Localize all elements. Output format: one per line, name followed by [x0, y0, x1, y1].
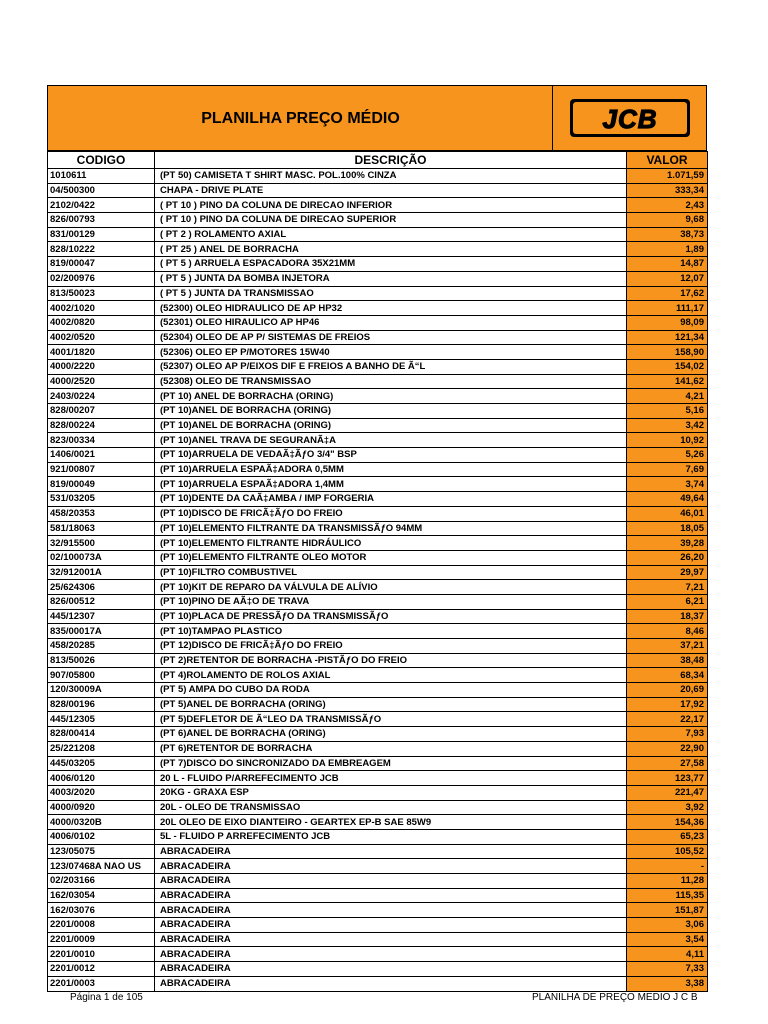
cell-codigo: 2201/0008: [48, 918, 155, 933]
cell-codigo: 2201/0012: [48, 962, 155, 977]
table-row: [48, 492, 708, 507]
cell-valor: 151,87: [627, 903, 708, 918]
cell-descricao: (PT 7)DISCO DO SINCRONIZADO DA EMBREAGEM: [155, 756, 627, 771]
cell-descricao: (PT 10)FILTRO COMBUSTIVEL: [155, 565, 627, 580]
cell-valor: 3,42: [627, 418, 708, 433]
cell-codigo: 04/500300: [48, 183, 155, 198]
cell-descricao: (PT 10)ELEMENTO FILTRANTE OLEO MOTOR: [155, 550, 627, 565]
table-row: [48, 286, 708, 301]
table-row: [48, 653, 708, 668]
cell-valor: 46,01: [627, 506, 708, 521]
cell-codigo: 2403/0224: [48, 389, 155, 404]
cell-valor: 22,17: [627, 712, 708, 727]
cell-descricao: (52306) OLEO EP P/MOTORES 15W40: [155, 345, 627, 360]
table-row: [48, 213, 708, 228]
cell-valor: 123,77: [627, 771, 708, 786]
table-row: [48, 918, 708, 933]
cell-codigo: 4001/1820: [48, 345, 155, 360]
cell-descricao: (PT 10)DISCO DE FRICÃ‡ÃƒO DO FREIO: [155, 506, 627, 521]
cell-codigo: 828/00414: [48, 727, 155, 742]
cell-valor: 3,74: [627, 477, 708, 492]
cell-descricao: (52301) OLEO HIRAULICO AP HP46: [155, 315, 627, 330]
table-row: [48, 829, 708, 844]
cell-descricao: (PT 12)DISCO DE FRICÃ‡ÃƒO DO FREIO: [155, 639, 627, 654]
cell-descricao: ABRACADEIRA: [155, 976, 627, 991]
cell-codigo: 921/00807: [48, 462, 155, 477]
cell-valor: -: [627, 859, 708, 874]
table-row: [48, 785, 708, 800]
table-row: [48, 844, 708, 859]
cell-descricao: ( PT 5 ) ARRUELA ESPACADORA 35X21MM: [155, 257, 627, 272]
cell-codigo: 02/200976: [48, 271, 155, 286]
cell-descricao: ABRACADEIRA: [155, 874, 627, 889]
table-row: [48, 418, 708, 433]
cell-valor: 11,28: [627, 874, 708, 889]
cell-valor: 38,48: [627, 653, 708, 668]
cell-valor: 18,37: [627, 609, 708, 624]
cell-codigo: 445/12305: [48, 712, 155, 727]
cell-valor: 158,90: [627, 345, 708, 360]
cell-codigo: 123/05075: [48, 844, 155, 859]
cell-codigo: 25/221208: [48, 741, 155, 756]
table-row: [48, 374, 708, 389]
cell-codigo: 4006/0102: [48, 829, 155, 844]
table-row: [48, 888, 708, 903]
cell-codigo: 02/100073A: [48, 550, 155, 565]
cell-codigo: 445/03205: [48, 756, 155, 771]
cell-descricao: (PT 50) CAMISETA T SHIRT MASC. POL.100% CINZA: [155, 169, 627, 184]
table-row: [48, 242, 708, 257]
cell-descricao: (PT 10)ANEL DE BORRACHA (ORING): [155, 404, 627, 419]
table-row: [48, 727, 708, 742]
cell-descricao: (52300) OLEO HIDRAULICO DE AP HP32: [155, 301, 627, 316]
cell-codigo: 25/624306: [48, 580, 155, 595]
cell-descricao: (PT 4)ROLAMENTO DE ROLOS AXIAL: [155, 668, 627, 683]
table-row: [48, 550, 708, 565]
cell-valor: 221,47: [627, 785, 708, 800]
cell-codigo: 445/12307: [48, 609, 155, 624]
table-row: [48, 962, 708, 977]
cell-codigo: 907/05800: [48, 668, 155, 683]
cell-codigo: 531/03205: [48, 492, 155, 507]
cell-valor: 7,69: [627, 462, 708, 477]
cell-valor: 3,92: [627, 800, 708, 815]
cell-valor: 39,28: [627, 536, 708, 551]
cell-codigo: 828/10222: [48, 242, 155, 257]
cell-codigo: 2201/0003: [48, 976, 155, 991]
cell-codigo: 02/203166: [48, 874, 155, 889]
table-row: [48, 330, 708, 345]
cell-descricao: (PT 10)PINO DE AÃ‡O DE TRAVA: [155, 594, 627, 609]
table-row: [48, 771, 708, 786]
cell-descricao: (PT 6)RETENTOR DE BORRACHA: [155, 741, 627, 756]
cell-descricao: ABRACADEIRA: [155, 932, 627, 947]
cell-valor: 154,02: [627, 359, 708, 374]
cell-codigo: 826/00512: [48, 594, 155, 609]
table-row: [48, 536, 708, 551]
col-header-descricao: DESCRIÇÃO: [155, 152, 627, 169]
table-row: [48, 976, 708, 991]
cell-codigo: 4002/0520: [48, 330, 155, 345]
cell-descricao: ABRACADEIRA: [155, 903, 627, 918]
cell-valor: 26,20: [627, 550, 708, 565]
table-body: [48, 169, 708, 992]
cell-codigo: 32/915500: [48, 536, 155, 551]
table-row: [48, 462, 708, 477]
cell-descricao: ABRACADEIRA: [155, 859, 627, 874]
jcb-logo: [552, 86, 706, 150]
cell-valor: 141,62: [627, 374, 708, 389]
page-title: PLANILHA PREÇO MÉDIO: [201, 110, 400, 127]
cell-valor: 22,90: [627, 741, 708, 756]
table-row: [48, 874, 708, 889]
cell-codigo: 828/00207: [48, 404, 155, 419]
col-header-codigo: CODIGO: [48, 152, 155, 169]
cell-valor: 37,21: [627, 639, 708, 654]
cell-codigo: 819/00049: [48, 477, 155, 492]
cell-codigo: 813/50026: [48, 653, 155, 668]
table-row: [48, 257, 708, 272]
cell-codigo: 819/00047: [48, 257, 155, 272]
table-row: [48, 183, 708, 198]
cell-codigo: 813/50023: [48, 286, 155, 301]
cell-codigo: 162/03054: [48, 888, 155, 903]
cell-descricao: 20L OLEO DE EIXO DIANTEIRO - GEARTEX EP-B SAE 85W9: [155, 815, 627, 830]
cell-codigo: 2102/0422: [48, 198, 155, 213]
table-row: [48, 345, 708, 360]
cell-valor: 154,36: [627, 815, 708, 830]
price-sheet: [47, 85, 707, 992]
table-row: [48, 903, 708, 918]
cell-descricao: 20L - OLEO DE TRANSMISSAO: [155, 800, 627, 815]
cell-descricao: (52307) OLEO AP P/EIXOS DIF E FREIOS A BANHO DE Ã“L: [155, 359, 627, 374]
cell-valor: 10,92: [627, 433, 708, 448]
cell-descricao: (PT 5)ANEL DE BORRACHA (ORING): [155, 697, 627, 712]
table-row: [48, 947, 708, 962]
cell-valor: 6,21: [627, 594, 708, 609]
cell-descricao: (PT 2)RETENTOR DE BORRACHA -PISTÃƒO DO FREIO: [155, 653, 627, 668]
table-row: [48, 433, 708, 448]
cell-codigo: 828/00224: [48, 418, 155, 433]
cell-descricao: (52304) OLEO DE AP P/ SISTEMAS DE FREIOS: [155, 330, 627, 345]
cell-codigo: 123/07468A NAO US: [48, 859, 155, 874]
cell-codigo: 2201/0010: [48, 947, 155, 962]
cell-valor: 9,68: [627, 213, 708, 228]
table-row: [48, 389, 708, 404]
table-header-row: [48, 152, 708, 169]
cell-descricao: 5L - FLUIDO P ARREFECIMENTO JCB: [155, 829, 627, 844]
table-row: [48, 800, 708, 815]
table-row: [48, 712, 708, 727]
table-row: [48, 404, 708, 419]
cell-valor: 12,07: [627, 271, 708, 286]
cell-valor: 68,34: [627, 668, 708, 683]
table-row: [48, 668, 708, 683]
jcb-logo-icon: [569, 96, 691, 140]
page-number: Página 1 de 105: [70, 992, 143, 1003]
cell-descricao: (PT 10)PLACA DE PRESSÃƒO DA TRANSMISSÃƒO: [155, 609, 627, 624]
cell-valor: 98,09: [627, 315, 708, 330]
table-row: [48, 609, 708, 624]
cell-descricao: (PT 10)KIT DE REPARO DA VÁLVULA DE ALÍVIO: [155, 580, 627, 595]
cell-descricao: (PT 10)ARRUELA DE VEDAÃ‡ÃƒO 3/4" BSP: [155, 448, 627, 463]
cell-codigo: 4000/0320B: [48, 815, 155, 830]
table-row: [48, 506, 708, 521]
cell-descricao: ( PT 2 ) ROLAMENTO AXIAL: [155, 227, 627, 242]
cell-valor: 17,62: [627, 286, 708, 301]
cell-descricao: ( PT 10 ) PINO DA COLUNA DE DIRECAO INFERIOR: [155, 198, 627, 213]
cell-valor: 5,16: [627, 404, 708, 419]
cell-valor: 7,21: [627, 580, 708, 595]
cell-valor: 1,89: [627, 242, 708, 257]
cell-descricao: (PT 10)ELEMENTO FILTRANTE DA TRANSMISSÃƒO 94MM: [155, 521, 627, 536]
table-row: [48, 198, 708, 213]
cell-codigo: 4006/0120: [48, 771, 155, 786]
table-row: [48, 594, 708, 609]
logo-text: JCB: [602, 104, 658, 134]
cell-valor: 111,17: [627, 301, 708, 316]
price-table: [47, 151, 708, 992]
cell-descricao: ( PT 5 ) JUNTA DA BOMBA INJETORA: [155, 271, 627, 286]
cell-valor: 5,26: [627, 448, 708, 463]
table-row: [48, 359, 708, 374]
table-row: [48, 315, 708, 330]
cell-descricao: (PT 5) AMPA DO CUBO DA RODA: [155, 683, 627, 698]
cell-descricao: ( PT 5 ) JUNTA DA TRANSMISSAO: [155, 286, 627, 301]
cell-descricao: (PT 5)DEFLETOR DE Ã“LEO DA TRANSMISSÃƒO: [155, 712, 627, 727]
cell-descricao: ABRACADEIRA: [155, 947, 627, 962]
cell-valor: 29,97: [627, 565, 708, 580]
cell-codigo: 162/03076: [48, 903, 155, 918]
table-row: [48, 815, 708, 830]
table-row: [48, 697, 708, 712]
table-row: [48, 477, 708, 492]
cell-valor: 105,52: [627, 844, 708, 859]
cell-codigo: 1406/0021: [48, 448, 155, 463]
table-row: [48, 271, 708, 286]
cell-valor: 3,38: [627, 976, 708, 991]
cell-codigo: 4000/2520: [48, 374, 155, 389]
cell-codigo: 4002/1020: [48, 301, 155, 316]
table-row: [48, 521, 708, 536]
table-row: [48, 859, 708, 874]
table-row: [48, 756, 708, 771]
cell-descricao: (PT 6)ANEL DE BORRACHA (ORING): [155, 727, 627, 742]
cell-descricao: (PT 10)DENTE DA CAÃ‡AMBA / IMP FORGERIA: [155, 492, 627, 507]
table-row: [48, 448, 708, 463]
table-row: [48, 580, 708, 595]
cell-valor: 17,92: [627, 697, 708, 712]
cell-valor: 7,33: [627, 962, 708, 977]
cell-valor: 3,06: [627, 918, 708, 933]
table-row: [48, 932, 708, 947]
cell-codigo: 835/00017A: [48, 624, 155, 639]
table-row: [48, 639, 708, 654]
cell-descricao: ( PT 10 ) PINO DA COLUNA DE DIRECAO SUPERIOR: [155, 213, 627, 228]
col-header-valor: VALOR: [627, 152, 708, 169]
table-row: [48, 741, 708, 756]
cell-descricao: ABRACADEIRA: [155, 888, 627, 903]
cell-descricao: (PT 10)ELEMENTO FILTRANTE HIDRÁULICO: [155, 536, 627, 551]
cell-codigo: 458/20285: [48, 639, 155, 654]
cell-valor: 121,34: [627, 330, 708, 345]
cell-codigo: 2201/0009: [48, 932, 155, 947]
cell-descricao: ABRACADEIRA: [155, 962, 627, 977]
cell-valor: 20,69: [627, 683, 708, 698]
table-row: [48, 169, 708, 184]
cell-codigo: 831/00129: [48, 227, 155, 242]
cell-codigo: 826/00793: [48, 213, 155, 228]
cell-codigo: 581/18063: [48, 521, 155, 536]
cell-codigo: 4002/0820: [48, 315, 155, 330]
table-row: [48, 683, 708, 698]
cell-descricao: (PT 10) ANEL DE BORRACHA (ORING): [155, 389, 627, 404]
cell-valor: 3,54: [627, 932, 708, 947]
cell-descricao: 20 L - FLUIDO P/ARREFECIMENTO JCB: [155, 771, 627, 786]
cell-codigo: 828/00196: [48, 697, 155, 712]
cell-valor: 7,93: [627, 727, 708, 742]
cell-descricao: ( PT 25 ) ANEL DE BORRACHA: [155, 242, 627, 257]
cell-valor: 115,35: [627, 888, 708, 903]
cell-codigo: 458/20353: [48, 506, 155, 521]
cell-valor: 4,21: [627, 389, 708, 404]
table-row: [48, 301, 708, 316]
cell-descricao: 20KG - GRAXA ESP: [155, 785, 627, 800]
header-banner: [47, 85, 707, 151]
table-row: [48, 227, 708, 242]
cell-codigo: 32/912001A: [48, 565, 155, 580]
cell-descricao: (PT 10)ANEL DE BORRACHA (ORING): [155, 418, 627, 433]
cell-codigo: 4003/2020: [48, 785, 155, 800]
cell-codigo: 823/00334: [48, 433, 155, 448]
cell-descricao: (52308) OLEO DE TRANSMISSAO: [155, 374, 627, 389]
cell-valor: 27,58: [627, 756, 708, 771]
cell-valor: 38,73: [627, 227, 708, 242]
cell-descricao: ABRACADEIRA: [155, 918, 627, 933]
cell-codigo: 4000/0920: [48, 800, 155, 815]
cell-codigo: 4000/2220: [48, 359, 155, 374]
cell-valor: 4,11: [627, 947, 708, 962]
cell-valor: 14,87: [627, 257, 708, 272]
footer-label: PLANILHA DE PREÇO MEDIO J C B: [532, 992, 698, 1003]
cell-valor: 49,64: [627, 492, 708, 507]
cell-valor: 2,43: [627, 198, 708, 213]
cell-codigo: 120/30009A: [48, 683, 155, 698]
cell-valor: 8,46: [627, 624, 708, 639]
cell-valor: 333,34: [627, 183, 708, 198]
cell-descricao: (PT 10)ARRUELA ESPAÃ‡ADORA 0,5MM: [155, 462, 627, 477]
cell-descricao: (PT 10)TAMPAO PLASTICO: [155, 624, 627, 639]
cell-valor: 18,05: [627, 521, 708, 536]
cell-valor: 1.071,59: [627, 169, 708, 184]
table-row: [48, 624, 708, 639]
cell-descricao: CHAPA - DRIVE PLATE: [155, 183, 627, 198]
cell-valor: 65,23: [627, 829, 708, 844]
cell-descricao: ABRACADEIRA: [155, 844, 627, 859]
cell-descricao: (PT 10)ANEL TRAVA DE SEGURANÃ‡A: [155, 433, 627, 448]
cell-codigo: 1010611: [48, 169, 155, 184]
cell-descricao: (PT 10)ARRUELA ESPAÃ‡ADORA 1,4MM: [155, 477, 627, 492]
table-row: [48, 565, 708, 580]
